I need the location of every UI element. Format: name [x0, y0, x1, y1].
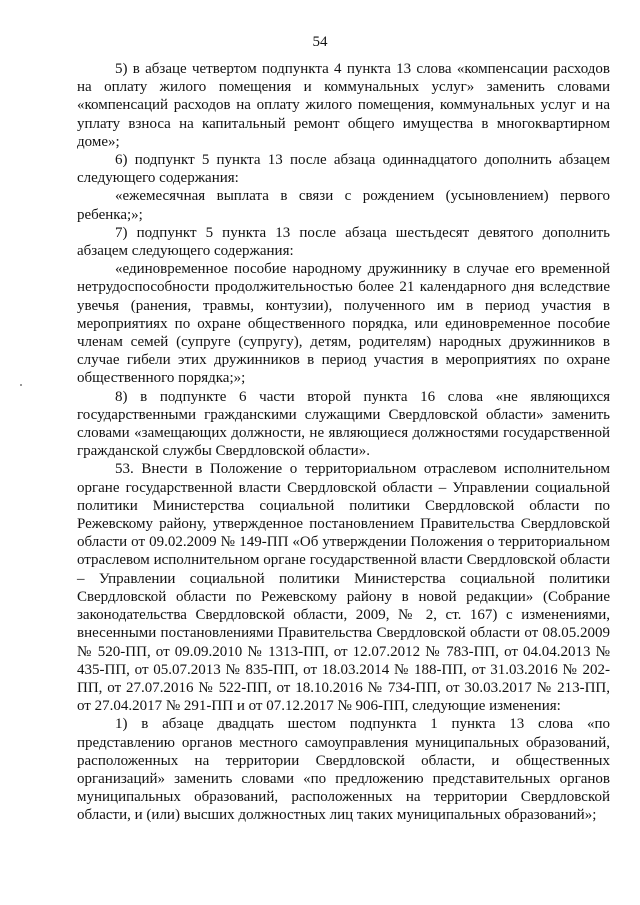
paragraph-section-53-item-1: 1) в абзаце двадцать шестом подпункта 1 пункта 13 слова «по представлению органов местного самоуправления муниципальных образований, расположенных на территории Свердловской области, и общественных организаций» заменить словами «по предложению представительных органов муниципальных образований, расположенных на территории Свердловской области, и (или) высших должностных лиц таких муниципальных образований»;	[77, 716, 610, 824]
paragraph-item-5: 5) в абзаце четвертом подпункта 4 пункта 13 слова «компенсации расходов на оплату жилого помещения и коммунальных услуг» заменить словами «компенсаций расходов на оплату жилого помещения, коммунальных услуг и на уплату взноса на капитальный ремонт общего имущества в многоквартирном доме»;	[77, 61, 610, 150]
document-body	[77, 60, 610, 825]
paragraph-item-6: 6) подпункт 5 пункта 13 после абзаца одиннадцатого дополнить абзацем следующего содержания:	[77, 152, 610, 187]
paragraph-quote-druzhinnik-benefit: «единовременное пособие народному дружиннику в случае его временной нетрудоспособности продолжительностью более 21 календарного дня вследствие увечья (ранения, травмы, контузии), полученного им в период участия в мероприятиях по охране общественного порядка, или единовременное пособие членам семей (супруге (супругу), детям, родителям) народных дружинников в случае гибели этих дружинников в период участия в мероприятиях по охране общественного порядка;»;	[77, 261, 610, 387]
paragraph-quote-monthly-payment: «ежемесячная выплата в связи с рождением (усыновлением) первого ребенка;»;	[77, 188, 610, 223]
page-number: 54	[312, 34, 328, 50]
scan-speck	[20, 384, 22, 386]
paragraph-section-53: 53. Внести в Положение о территориальном отраслевом исполнительном органе государственной власти Свердловской области – Управлении социальной политики Министерства социальной политики Свердловской области по Режевскому району, утвержденное постановлением Правительства Свердловской области от 09.02.2009 № 149-ПП «Об утверждении Положения о территориальном отраслевом исполнительном органе государственной власти Свердловской области – Управлении социальной политики Министерства социальной политики Свердловской области по Режевскому району в новой редакции» (Собрание законодательства Свердловской области, 2009, № 2, ст. 167) с изменениями, внесенными постановлениями Правительства Свердловской области от 08.05.2009 № 520-ПП, от 09.09.2010 № 1313-ПП, от 12.07.2012 № 783-ПП, от 04.04.2013 № 435-ПП, от 05.07.2013 № 835-ПП, от 18.03.2014 № 188-ПП, от 31.03.2016 № 202-ПП, от 27.07.2016 № 522-ПП, от 18.10.2016 № 734-ПП, от 30.03.2017 № 213-ПП, от 27.04.2017 № 291-ПП и от 07.12.2017 № 906-ПП, следующие изменения:	[77, 461, 610, 715]
paragraph-item-8: 8) в подпункте 6 части второй пункта 16 слова «не являющихся государственными гражданскими служащими Свердловской области» заменить словами «замещающих должности, не являющиеся должностями государственной гражданской службы Свердловской области».	[77, 388, 610, 460]
paragraph-item-7: 7) подпункт 5 пункта 13 после абзаца шестьдесят девятого дополнить абзацем следующего содержания:	[77, 224, 610, 260]
